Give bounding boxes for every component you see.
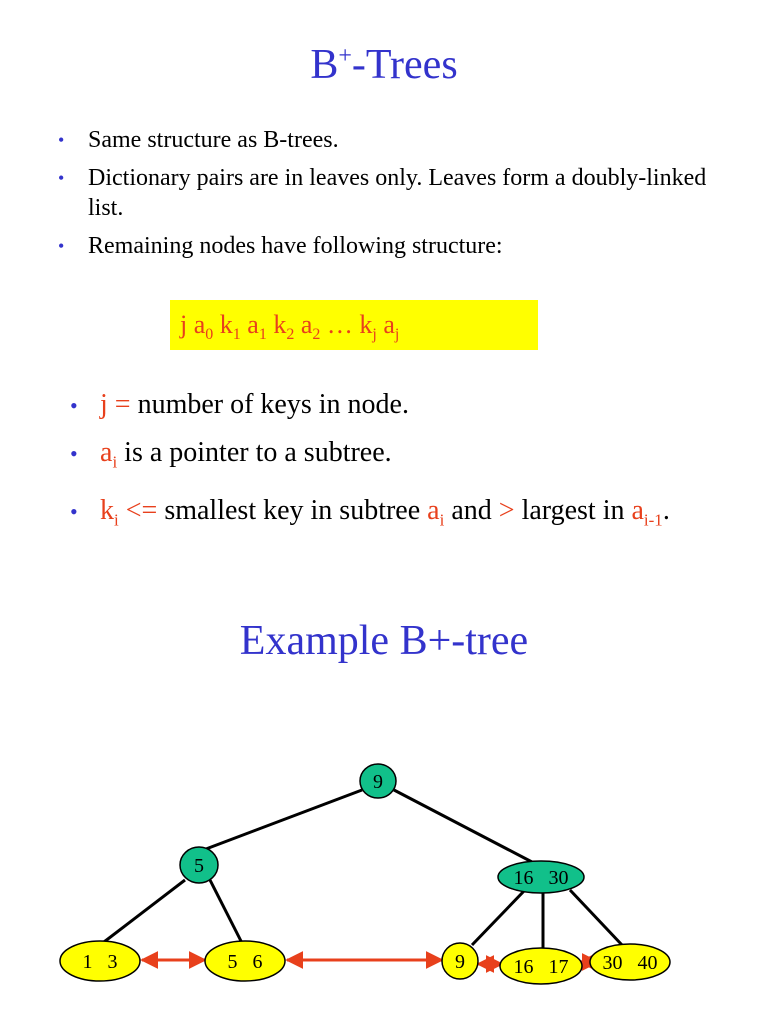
intro-bullet-list: [58, 125, 738, 269]
bullet-icon: •: [58, 168, 65, 188]
svg-text:16 30: 16 30: [513, 867, 569, 889]
leaf-node: [205, 941, 285, 981]
leaf-node: [500, 948, 582, 984]
svg-text:5 6: 5 6: [227, 951, 263, 973]
bullet-icon: •: [58, 130, 65, 150]
bullet-icon: •: [70, 441, 78, 466]
bullet-item: • Same structure as B-trees.: [58, 127, 339, 153]
svg-text:1 3: 1 3: [82, 951, 118, 973]
tree-edge: [198, 790, 362, 852]
node-structure-formula: j $a_0$ $k_1$ $a_1$ $k_2$ $a_2$ … $k_j$ $a_j$: [180, 310, 400, 344]
slide-title: B+-Trees: [310, 42, 458, 88]
tree-edge: [100, 880, 185, 945]
leaf-node: [442, 943, 478, 979]
tree-edge: [210, 880, 243, 945]
leaf-node: [590, 944, 670, 980]
svg-text:30 40: 30 40: [602, 952, 658, 974]
svg-text:5: 5: [194, 855, 204, 877]
bullet-icon: •: [70, 393, 78, 418]
bullet-icon: •: [58, 236, 65, 256]
tree-edge: [472, 890, 525, 945]
internal-node-right: [498, 861, 584, 893]
definition-bullet-list: [70, 388, 730, 551]
svg-text:9: 9: [455, 951, 465, 973]
node-structure-box: [170, 300, 538, 350]
definition-item: • $a_i$ is a pointer to a subtree.: [70, 437, 392, 472]
internal-node-left: [180, 847, 218, 883]
bullet-item: • Remaining nodes have following structure:: [58, 233, 503, 259]
svg-text:9: 9: [373, 771, 383, 793]
bullet-icon: •: [70, 498, 78, 524]
root-node: [360, 764, 396, 798]
leaf-node: [60, 941, 140, 981]
bplus-tree-diagram: [0, 740, 768, 1024]
example-title: Example B+-tree: [239, 618, 529, 664]
definition-item: • j = number of keys in node.: [70, 388, 730, 422]
tree-edge: [570, 890, 622, 945]
definition-item: • $k_i$ <= smallest key in subtree $a_i$ and > largest in $a_{i-1}$.: [70, 494, 670, 530]
tree-edge: [394, 790, 532, 862]
svg-text:16 17: 16 17: [513, 956, 569, 978]
bullet-item: • Dictionary pairs are in leaves only. Leaves form a doubly-linked list.: [58, 165, 707, 221]
